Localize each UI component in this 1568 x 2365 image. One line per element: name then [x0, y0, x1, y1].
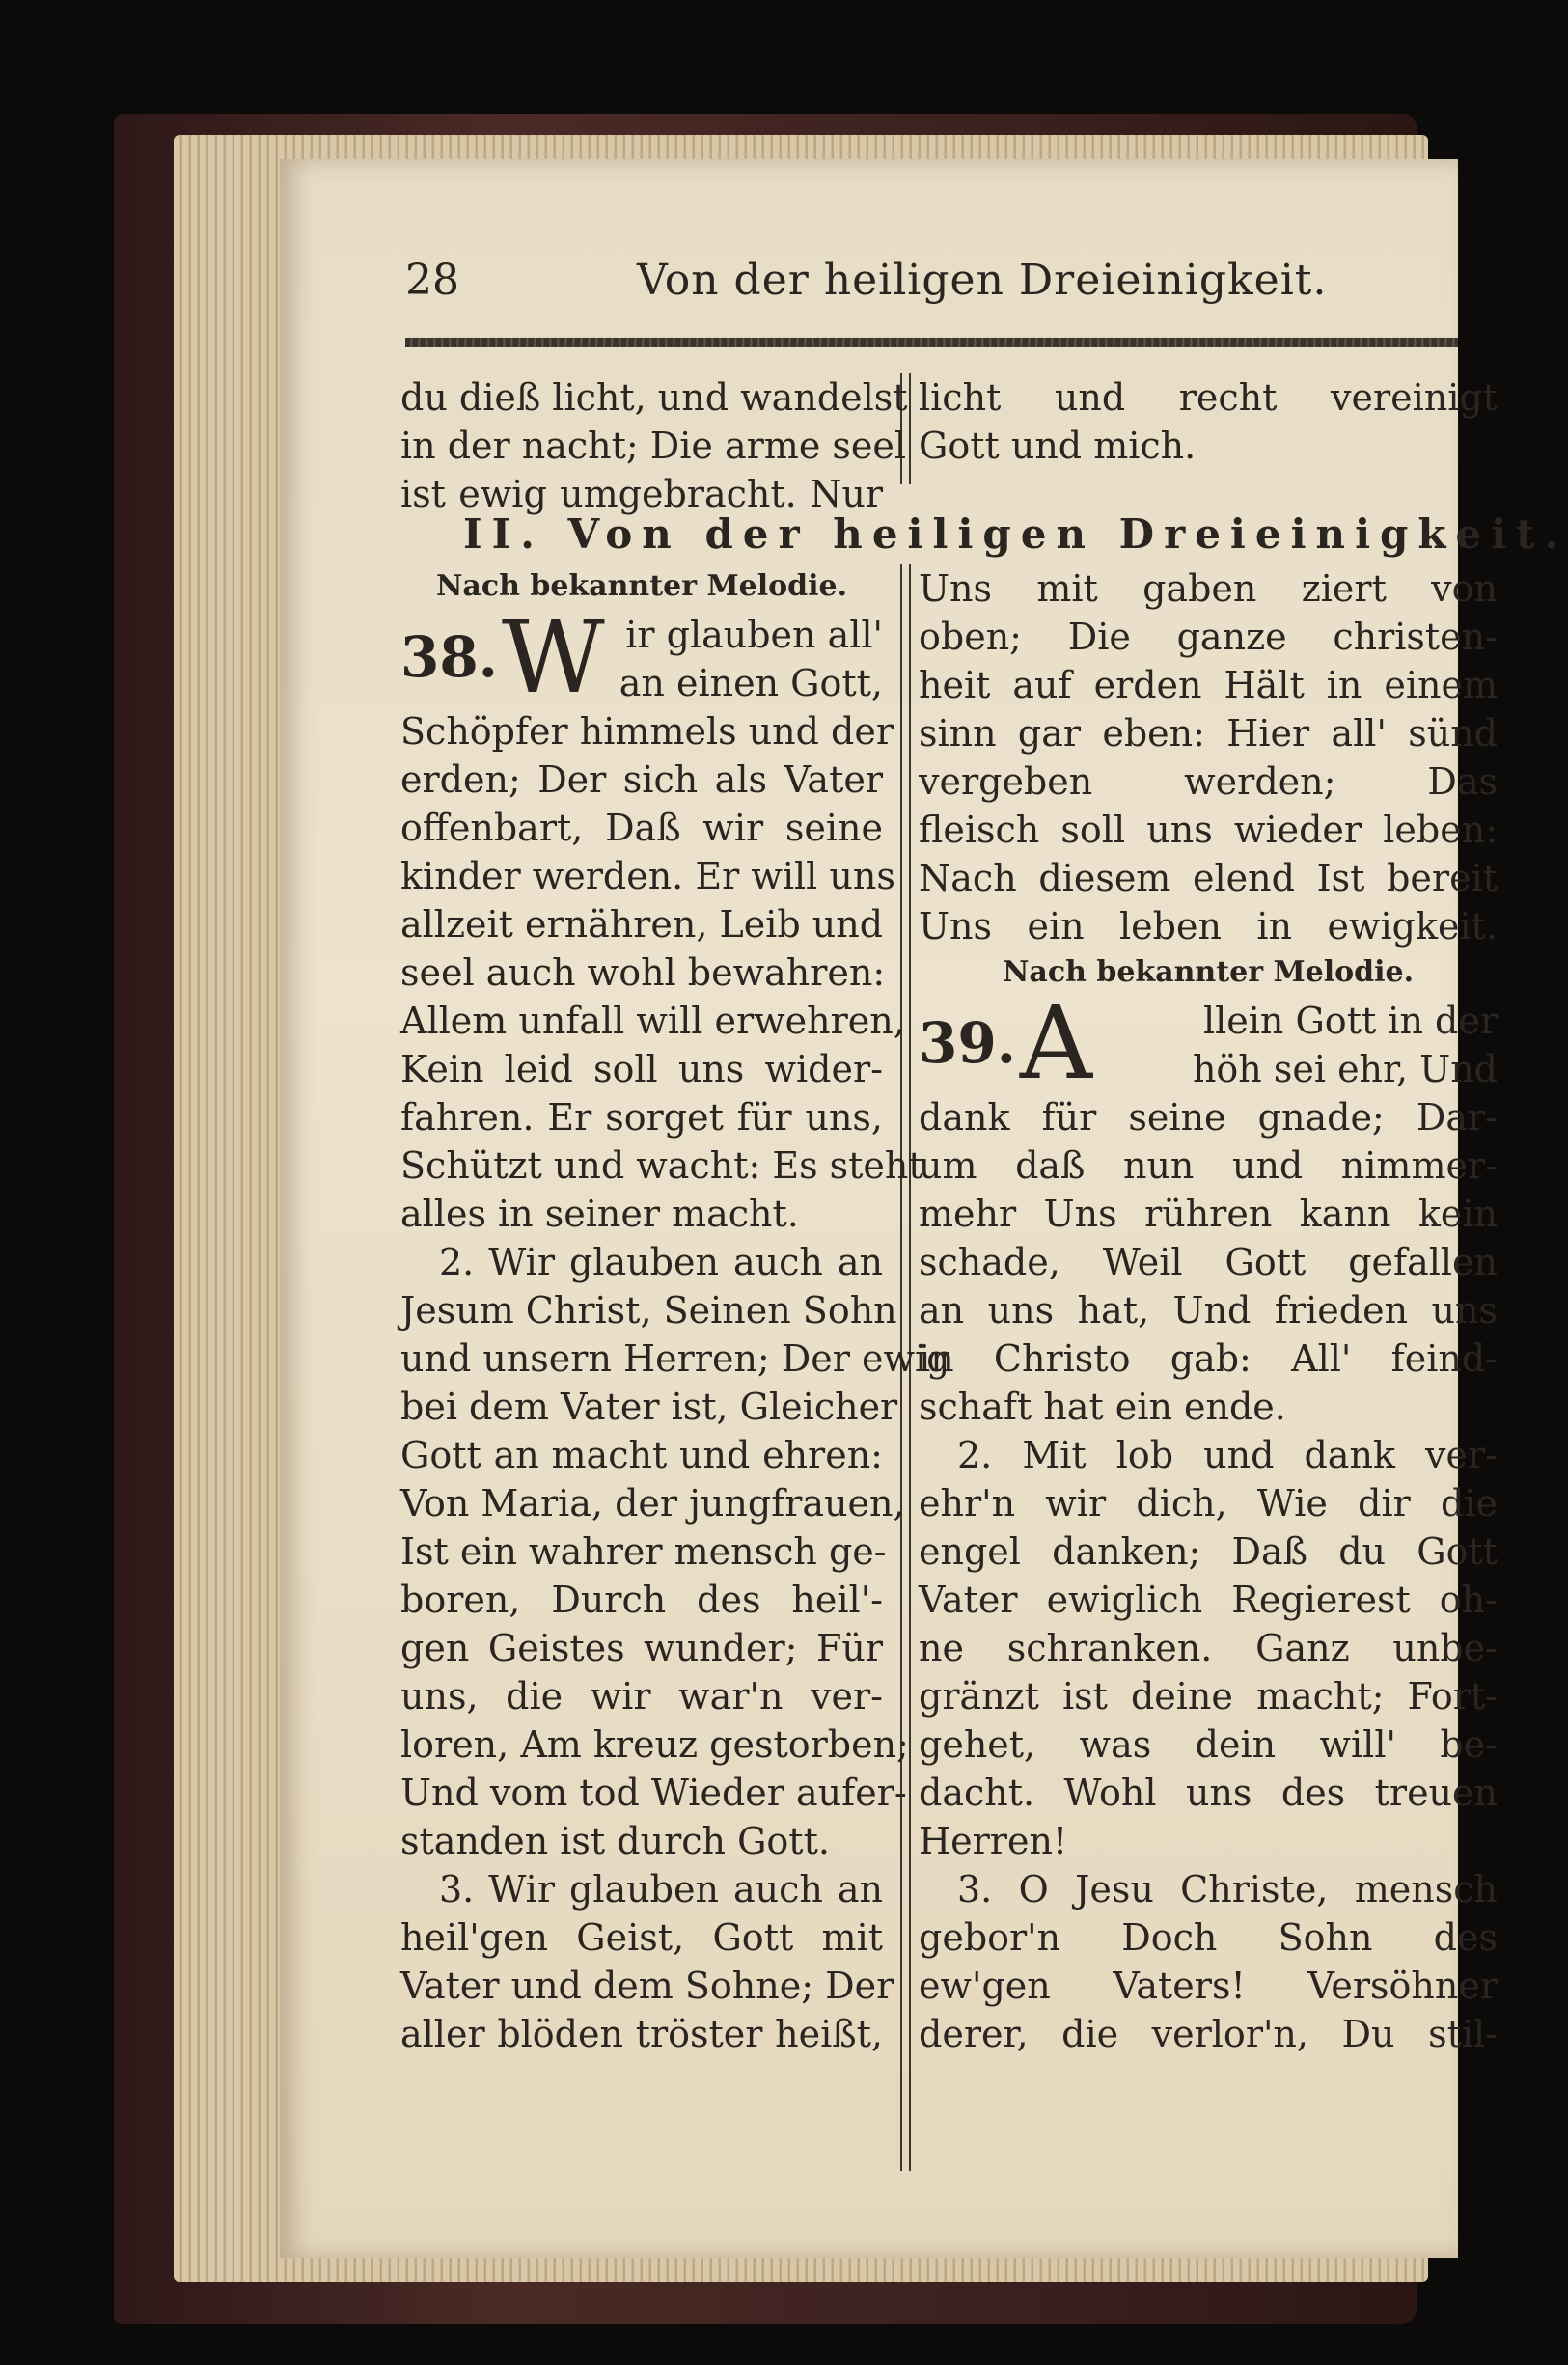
text-line: alles in seiner macht. [400, 1193, 799, 1235]
text-line: engel danken; Daß du Gott [919, 1530, 1498, 1573]
text-line: kinder werden. Er will uns [400, 855, 895, 897]
melody-note: Nach bekannter Melodie. [435, 569, 848, 603]
book-page [280, 159, 1568, 2258]
text-line: um daß nun und nimmer- [919, 1144, 1498, 1187]
text-line: ir glauben all' [625, 614, 883, 656]
hymn-opening [1100, 995, 1498, 1093]
drop-cap: W [501, 598, 605, 716]
text-line: Schützt und wacht: Es steht [400, 1144, 923, 1187]
text-line: gebor'n Doch Sohn des [919, 1916, 1498, 1959]
text-line: offenbart, Daß wir seine [400, 807, 883, 849]
text-line: Allem unfall will erwehren, [400, 1000, 905, 1042]
running-title: Von der heiligen Dreieinigkeit. [637, 256, 1328, 305]
text-line: vergeben werden; Das [919, 760, 1498, 803]
text-line: Von Maria, der jungfrauen, [400, 1482, 905, 1525]
page-number: 28 [405, 256, 459, 305]
header-rule [405, 338, 1458, 347]
text-line: uns, die wir war'n ver- [400, 1675, 883, 1718]
text-line: sinn gar eben: Hier all' sünd [919, 712, 1498, 755]
text-line: seel auch wohl bewahren: [400, 951, 886, 994]
text-line: Kein leid soll uns wider- [400, 1048, 883, 1090]
text-line: allzeit ernähren, Leib und [400, 903, 884, 946]
text-line: ew'gen Vaters! Versöhner [919, 1965, 1498, 2007]
text-line: derer, die verlor'n, Du stil- [919, 2013, 1498, 2055]
text-line: Uns mit gaben ziert von [919, 567, 1498, 610]
page-header [405, 256, 1448, 323]
text-line: an einen Gott, [619, 662, 883, 704]
text-line: Herren! [919, 1820, 1068, 1862]
melody-note: Nach bekannter Melodie. [1002, 955, 1415, 989]
text-line: ehr'n wir dich, Wie dir die [919, 1482, 1498, 1525]
text-line: gränzt ist deine macht; Fort- [919, 1675, 1498, 1718]
text-line: Nach diesem elend Ist bereit [919, 857, 1498, 899]
hymn-number: 39. [919, 1010, 1016, 1076]
text-line: höh sei ehr, Und [1192, 1048, 1498, 1090]
top-right-block [919, 373, 1498, 470]
hymn-heading [919, 984, 1498, 1102]
section-title: II. Von der heiligen Dreieinigkeit. [463, 510, 1568, 558]
text-line: heit auf erden Hält in einem [919, 664, 1498, 706]
text-line: fleisch soll uns wieder leben: [919, 809, 1498, 851]
text-line: licht und recht vereinigt [919, 376, 1498, 419]
text-line: Gott an macht und ehren: [400, 1434, 883, 1476]
hymn-heading [400, 598, 883, 716]
hymn-38 [400, 564, 950, 2058]
text-line: 3. Wir glauben auch an [439, 1868, 883, 1911]
text-line: oben; Die ganze christen- [919, 616, 1498, 658]
text-line: gehet, was dein will' be- [919, 1723, 1498, 1766]
text-line: erden; Der sich als Vater [400, 758, 883, 801]
text-line: in Christo gab: All' feind- [919, 1337, 1498, 1380]
text-line: 3. O Jesu Christe, mensch [957, 1868, 1498, 1911]
text-line: dank für seine gnade; Dar- [919, 1096, 1498, 1139]
text-line: bei dem Vater ist, Gleicher [400, 1386, 898, 1428]
text-line: aller blöden tröster heißt, [400, 2013, 883, 2055]
text-line: du dieß licht, und wandelst [400, 376, 908, 419]
text-line: heil'gen Geist, Gott mit [400, 1916, 883, 1959]
text-line: mehr Uns rühren kann kein [919, 1193, 1498, 1235]
text-line: fahren. Er sorget für uns, [400, 1096, 883, 1139]
drop-cap: A [1019, 984, 1093, 1102]
text-line: boren, Durch des heil'- [400, 1579, 883, 1621]
text-line: dacht. Wohl uns des treuen [919, 1772, 1498, 1814]
text-line: an uns hat, Und frieden uns [919, 1289, 1498, 1332]
text-line: und unsern Herren; Der ewig [400, 1337, 950, 1380]
text-line: Vater ewiglich Regierest oh- [919, 1579, 1498, 1621]
text-line: Gott und mich. [919, 425, 1197, 467]
text-line: schaft hat ein ende. [919, 1386, 1286, 1428]
text-line: in der nacht; Die arme seel [400, 425, 907, 467]
text-line: schade, Weil Gott gefallen [919, 1241, 1498, 1283]
text-line: ne schranken. Ganz unbe- [919, 1627, 1498, 1669]
text-line: Schöpfer himmels und der [400, 710, 894, 753]
hymn-opening [613, 609, 883, 707]
text-line: Uns ein leben in ewigkeit. [919, 905, 1498, 948]
text-line: Und vom tod Wieder aufer- [400, 1772, 907, 1814]
text-line: standen ist durch Gott. [400, 1820, 830, 1862]
text-line: gen Geistes wunder; Für [400, 1627, 883, 1669]
text-line: Ist ein wahrer mensch ge- [400, 1530, 887, 1573]
right-column [919, 564, 1498, 2058]
text-line: 2. Wir glauben auch an [439, 1241, 883, 1283]
top-left-block [400, 373, 908, 518]
text-line: Vater und dem Sohne; Der [400, 1965, 894, 2007]
hymn-number: 38. [400, 624, 498, 690]
text-line: 2. Mit lob und dank ver- [957, 1434, 1498, 1476]
text-line: Jesum Christ, Seinen Sohn [400, 1289, 897, 1332]
text-line: ist ewig umgebracht. Nur [400, 473, 883, 515]
text-line: loren, Am kreuz gestorben; [400, 1723, 909, 1766]
text-line: llein Gott in der [1202, 1000, 1498, 1042]
